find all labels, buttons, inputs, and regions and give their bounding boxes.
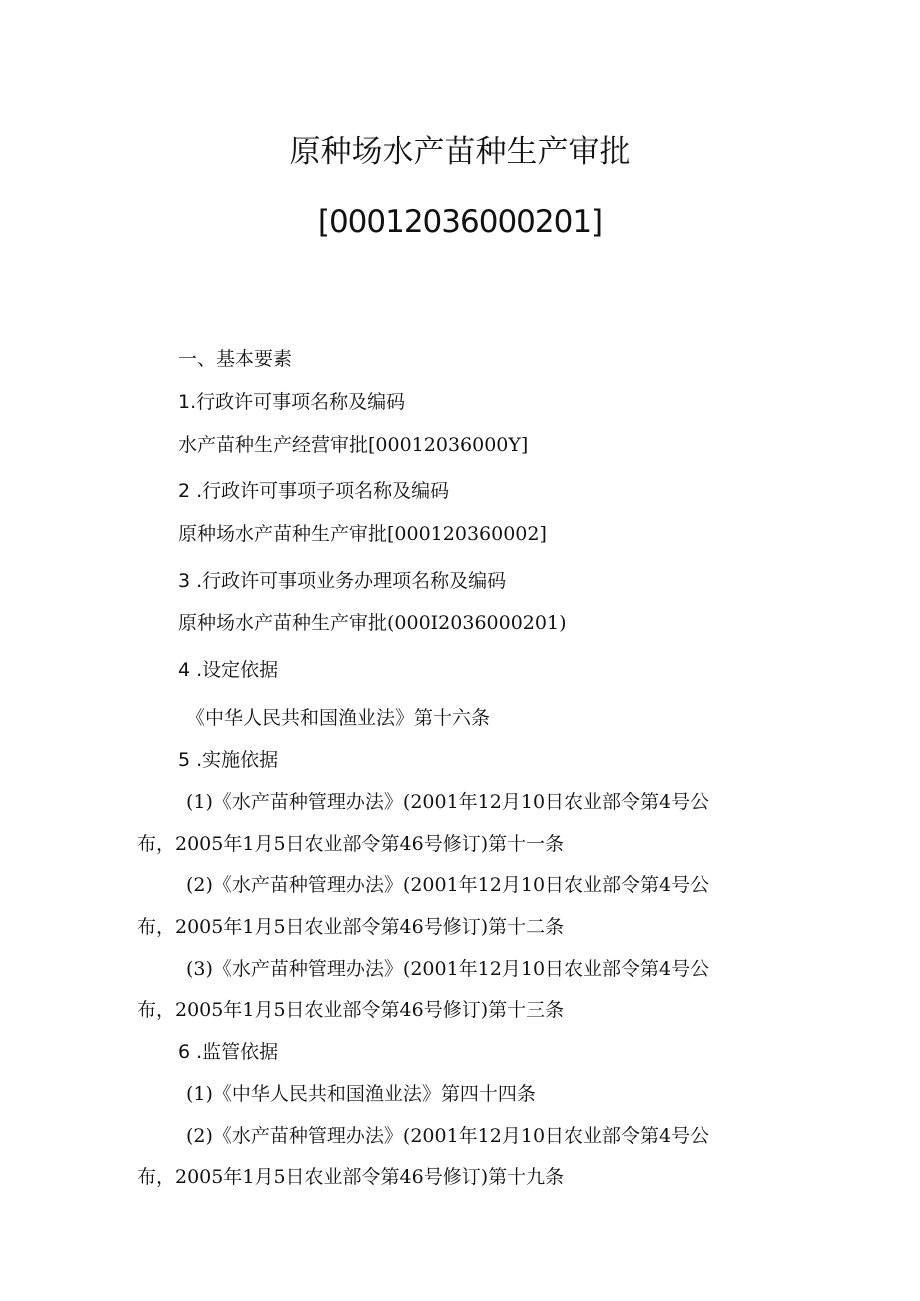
item-3-heading: 3 .行政许可事项业务办理项名称及编码 [178, 570, 507, 592]
item-5-basis-1-line-1: (1)《水产苗种管理办法》(2001年12月10日农业部令第4号公 [186, 791, 710, 813]
item-2-heading: 2 .行政许可事项子项名称及编码 [178, 480, 450, 502]
item-6-basis-2-line-1: (2)《水产苗种管理办法》(2001年12月10日农业部令第4号公 [186, 1125, 710, 1147]
item-5-basis-2-line-1: (2)《水产苗种管理办法》(2001年12月10日农业部令第4号公 [186, 874, 710, 896]
item-5-basis-3-line-1: (3)《水产苗种管理办法》(2001年12月10日农业部令第4号公 [186, 958, 710, 980]
item-6-basis-2-line-2: 布，2005年1月5日农业部令第46号修订)第十九条 [137, 1166, 565, 1188]
item-3-value: 原种场水产苗种生产审批(000I2036000201) [178, 612, 567, 634]
document-code: [00012036000201] [317, 204, 603, 240]
item-6-heading: 6 .监管依据 [178, 1041, 279, 1063]
item-5-basis-1-line-2: 布，2005年1月5日农业部令第46号修订)第十一条 [137, 833, 565, 855]
item-5-basis-2-line-2: 布，2005年1月5日农业部令第46号修订)第十二条 [137, 916, 565, 938]
item-4-heading: 4 .设定依据 [178, 659, 279, 681]
item-2-value: 原种场水产苗种生产审批[000120360002] [178, 523, 547, 545]
item-5-heading: 5 .实施依据 [178, 749, 279, 771]
item-6-basis-1: (1)《中华人民共和国渔业法》第四十四条 [186, 1083, 536, 1105]
item-1-value: 水产苗种生产经营审批[00012036000Y] [178, 434, 529, 456]
document-title: 原种场水产苗种生产审批 [289, 134, 631, 170]
item-5-basis-3-line-2: 布，2005年1月5日农业部令第46号修订)第十三条 [137, 999, 565, 1021]
item-4-value: 《中华人民共和国渔业法》第十六条 [186, 707, 491, 729]
section-heading-basic-elements: 一、基本要素 [178, 348, 293, 370]
item-1-heading: 1.行政许可事项名称及编码 [178, 391, 406, 413]
